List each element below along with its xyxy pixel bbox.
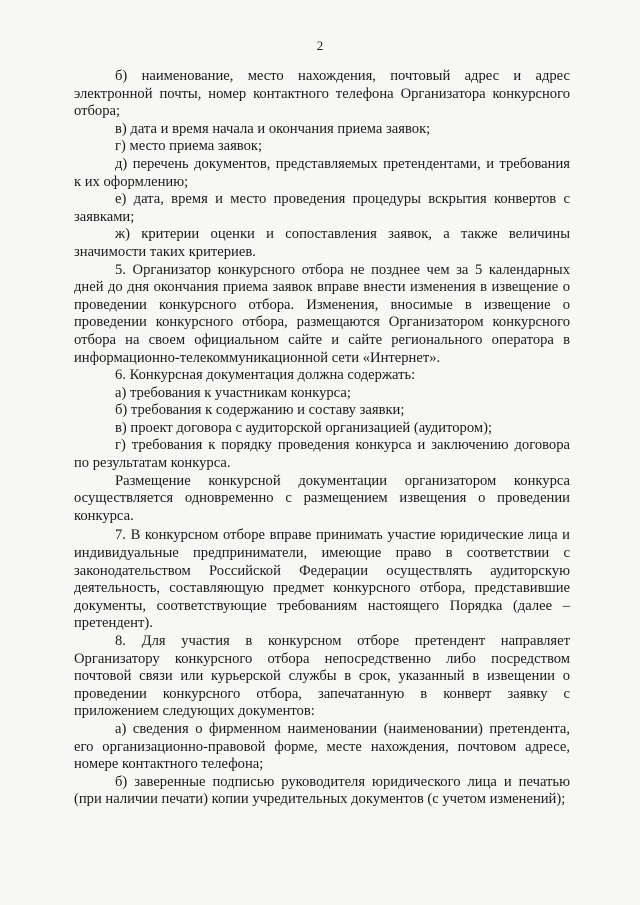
clause-6-placement: Размещение конкурсной документации организатором конкурса осуществляется одновременно с размещением извещения о проведении конкурса. xyxy=(74,472,570,524)
paragraph-d-documents-list: д) перечень документов, представляемых претендентами, и требования к их оформлению; xyxy=(74,155,570,190)
clause-6-item-b: б) требования к содержанию и составу заявки; xyxy=(115,402,405,419)
paragraph-zh-evaluation-criteria: ж) критерии оценки и сопоставления заявок, а также величины значимости таких критериев. xyxy=(74,226,570,260)
clause-7: 7. В конкурсном отборе вправе принимать участие юридические лица и индивидуальные предприниматели, имеющие право в соответствии с законодательством Российской Федерации осуществлять аудиторскую деятельность, составляющую предмет конкурсного отбора, представившие документы, соответствующие требованиям настоящего Порядка (далее – претендент). xyxy=(74,527,570,632)
paragraph-e-envelope-opening: е) дата, время и место проведения процедуры вскрытия конвертов с заявками; xyxy=(74,191,570,225)
clause-6-item-v: в) проект договора с аудиторской организацией (аудитором); xyxy=(115,419,492,436)
clause-6: 6. Конкурсная документация должна содержать: xyxy=(115,367,416,384)
document-body xyxy=(74,68,570,809)
paragraph-v-application-dates: в) дата и время начала и окончания приема заявок; xyxy=(115,120,431,137)
paragraph-b-organizer-info: б) наименование, место нахождения, почтовый адрес и адрес электронной почты, номер контактного телефона Организатора конкурсного отбора; xyxy=(74,68,570,120)
clause-6-item-g: г) требования к порядку проведения конкурса и заключению договора по результатам конкурса. xyxy=(74,437,570,472)
paragraph-g-application-place: г) место приема заявок; xyxy=(115,138,263,155)
page-number: 2 xyxy=(316,38,324,53)
clause-8: 8. Для участия в конкурсном отборе претендент направляет Организатору конкурсного отбора непосредственно либо посредством почтовой связи или курьерской службы в срок, указанный в извещении о проведении конкурсного отбора, запечатанную в конверт заявку с приложением следующих документов: xyxy=(74,633,570,720)
clause-8-item-a: а) сведения о фирменном наименовании (наименовании) претендента, его организационно-правовой форме, месте нахождения, почтовом адресе, номере контактного телефона; xyxy=(74,720,570,773)
clause-8-item-b: б) заверенные подписью руководителя юридического лица и печатью (при наличии печати) копии учредительных документов (с учетом изменений); xyxy=(74,773,570,808)
clause-5: 5. Организатор конкурсного отбора не позднее чем за 5 календарных дней до дня окончания приема заявок вправе внести изменения в извещение о проведении конкурсного отбора. Изменения, вносимые в извещение о проведении конкурсного отбора, размещаются Организатором конкурсного отбора на своем официальном сайте и сайте регионального оператора в информационно-телекоммуникационной сети «Интернет». xyxy=(74,261,570,366)
clause-6-item-a: а) требования к участникам конкурса; xyxy=(115,384,351,401)
